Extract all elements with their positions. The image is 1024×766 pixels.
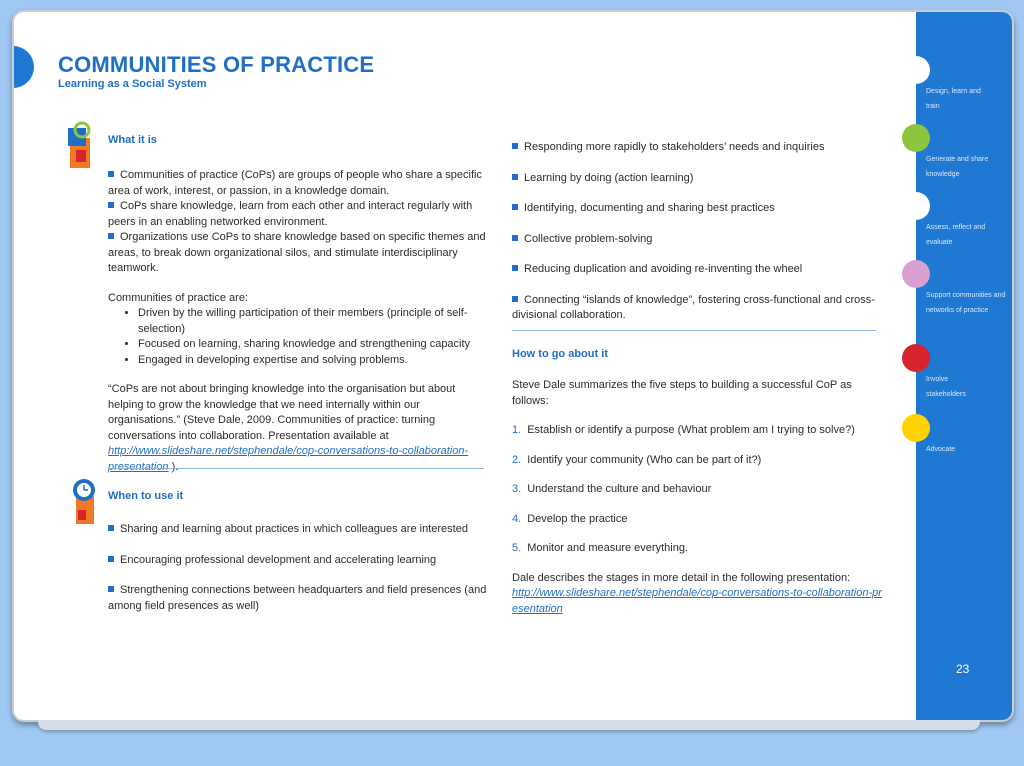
list-item: • Engaged in developing expertise and solving problems. [138,353,488,369]
bullet-square-icon [512,204,518,210]
benefits-list [512,140,882,324]
bullet-square-icon [108,202,114,208]
how-to-body [512,378,884,617]
list-item: Strengthening connections between headquarters and field presences (and among field presences as well) [108,584,487,612]
list-item: Encouraging professional development and accelerating learning [108,553,488,569]
section-sidebar [916,12,1012,720]
page-tab-marker [12,46,34,88]
bullet-square-icon [512,296,518,302]
bullet-square-icon [108,233,114,239]
nav-dot-advocate[interactable] [902,414,930,442]
bullet-square-icon [512,143,518,149]
nav-dot-support[interactable] [902,260,930,288]
nav-dot-design[interactable] [902,56,930,84]
page-shadow-shelf [38,720,980,730]
when-to-use-heading: When to use it [108,490,184,502]
list-item: Reducing duplication and avoiding re-inventing the wheel [512,262,882,278]
how-to-outro: Dale describes the stages in more detail in the following presentation: [512,571,851,584]
what-it-is-icon [66,120,94,172]
page-subtitle: Learning as a Social System [58,78,207,90]
list-item: Collective problem-solving [512,232,882,248]
step-item: 5. Monitor and measure everything. [512,542,688,554]
sidebar-item-advocate[interactable]: Advocate [926,446,956,453]
list-item: • Focused on learning, sharing knowledge and strengthening capacity [138,337,488,353]
slideshare-link[interactable]: http://www.slideshare.net/stephendale/cop-conversations-to-collaboration-presentation [512,587,882,615]
sidebar-item-support[interactable]: Support communities and networks of practice [926,292,1006,314]
paragraph-cops-share: CoPs share knowledge, learn from each other and interact regularly with peers in an enabling networked environment. [108,200,473,228]
paragraph-cops-definition: Communities of practice (CoPs) are groups of people who share a specific area of work, interest, or passion, in a knowledge domain. [108,169,482,197]
bullet-square-icon [108,586,114,592]
list-item: Sharing and learning about practices in which colleagues are interested [108,522,488,538]
cop-are-list [108,306,488,368]
bullet-square-icon [108,525,114,531]
list-item: Responding more rapidly to stakeholders’ needs and inquiries [512,140,882,156]
nav-dot-assess[interactable] [902,192,930,220]
section-divider [108,468,484,469]
when-to-use-list [108,522,488,614]
sidebar-item-generate[interactable]: Generate and share knowledge [926,156,989,178]
nav-dot-generate[interactable] [902,124,930,152]
section-divider [512,330,876,331]
what-it-is-heading: What it is [108,134,157,146]
what-it-is-body [108,168,488,475]
sidebar-item-design[interactable]: Design, learn and train [926,88,981,110]
quote-paragraph: “CoPs are not about bringing knowledge into the organisation but about helping to grow the knowledge that we need internally within our organisations.” (Steve Dale, 2009. Communities of practice: turning conversations into collaboration. Presentation available at http://www.slideshare.net/stephendale/cop-conversations-to-collaboration-presentation ). [108,383,469,473]
bullet-square-icon [108,171,114,177]
step-item: 4. Develop the practice [512,512,628,525]
clock-icon [70,476,98,528]
bullet-square-icon [512,174,518,180]
bullet-square-icon [512,235,518,241]
paragraph-organizations: Organizations use CoPs to share knowledge based on specific themes and areas, to break down organizational silos, and stimulate interdisciplinary teamwork. [108,231,486,274]
document-page [12,10,1014,722]
slideshare-link[interactable]: http://www.slideshare.net/stephendale/cop-conversations-to-collaboration-presentation [108,445,469,473]
how-to-intro: Steve Dale summarizes the five steps to building a successful CoP as follows: [512,379,852,407]
cop-are-intro: Communities of practice are: [108,291,248,304]
page-number: 23 [956,662,970,676]
how-to-heading: How to go about it [512,348,608,360]
page-title: COMMUNITIES OF PRACTICE [58,52,375,77]
list-item: Identifying, documenting and sharing best practices [512,201,882,217]
sidebar-item-assess[interactable]: Assess, reflect and evaluate [926,224,986,246]
list-item: Learning by doing (action learning) [512,171,882,187]
step-item: 3. Understand the culture and behaviour [512,483,712,495]
nav-dot-involve[interactable] [902,344,930,372]
sidebar-item-involve[interactable]: Involve stakeholders [926,376,966,398]
list-item: • Driven by the willing participation of their members (principle of self-selection) [138,306,488,337]
bullet-square-icon [108,556,114,562]
step-item: 2. Identify your community (Who can be part of it?) [512,453,762,466]
bullet-square-icon [512,265,518,271]
step-item: 1. Establish or identify a purpose (What problem am I trying to solve?) [512,424,855,436]
list-item: Connecting “islands of knowledge”, fostering cross-functional and cross-divisional collaboration. [512,293,875,321]
